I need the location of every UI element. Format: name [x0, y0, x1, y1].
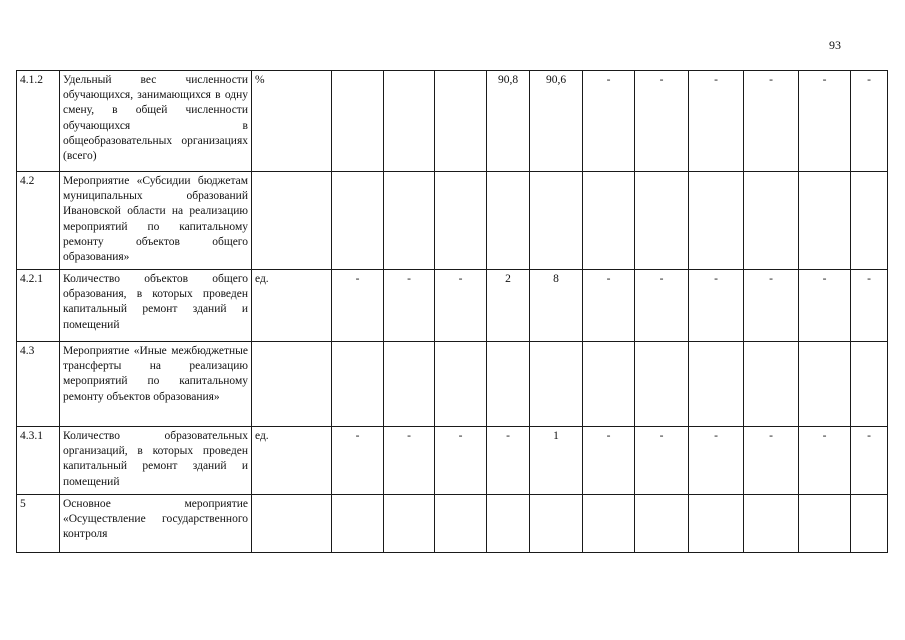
value-cell [384, 71, 435, 172]
table-row [17, 495, 888, 553]
row-number: 4.1.2 [17, 71, 60, 172]
value-cell [487, 495, 530, 553]
unit-cell: ед. [252, 427, 332, 495]
table-row [17, 270, 888, 342]
indicator-name: Удельный вес численности обучающихся, занимающихся в одну смену, в общей численности обучающихся в общеобразовательных организациях (всего) [60, 71, 252, 172]
table-row [17, 172, 888, 270]
value-cell: - [635, 427, 689, 495]
value-cell [689, 172, 744, 270]
table-row [17, 71, 888, 172]
value-cell: - [799, 270, 851, 342]
value-cell: - [583, 427, 635, 495]
value-cell: - [635, 71, 689, 172]
indicator-name: Мероприятие «Субсидии бюджетам муниципальных образований Ивановской области на реализацию мероприятий по капитальному ремонту объектов общего образования» [60, 172, 252, 270]
value-cell: - [435, 427, 487, 495]
value-cell [744, 342, 799, 427]
row-number: 5 [17, 495, 60, 553]
indicator-name: Количество образовательных организаций, в которых проведен капитальный ремонт зданий и помещений [60, 427, 252, 495]
value-cell: - [851, 270, 888, 342]
table-row [17, 427, 888, 495]
indicators-table [16, 70, 888, 553]
value-cell: - [744, 427, 799, 495]
value-cell [487, 172, 530, 270]
value-cell: - [689, 71, 744, 172]
value-cell [851, 495, 888, 553]
value-cell: 90,6 [530, 71, 583, 172]
value-cell: 2 [487, 270, 530, 342]
value-cell: - [332, 270, 384, 342]
value-cell [332, 172, 384, 270]
value-cell [799, 342, 851, 427]
indicator-name: Мероприятие «Иные межбюджетные трансферты на реализацию мероприятий по капитальному ремонту объектов образования» [60, 342, 252, 427]
indicator-name: Основное мероприятие «Осуществление государственного контроля [60, 495, 252, 553]
value-cell [583, 342, 635, 427]
value-cell: - [744, 71, 799, 172]
value-cell: - [744, 270, 799, 342]
value-cell [384, 495, 435, 553]
value-cell [332, 342, 384, 427]
value-cell [332, 71, 384, 172]
value-cell [799, 495, 851, 553]
value-cell [435, 71, 487, 172]
indicator-name: Количество объектов общего образования, в которых проведен капитальный ремонт зданий и помещений [60, 270, 252, 342]
value-cell: - [487, 427, 530, 495]
value-cell: - [583, 71, 635, 172]
table-row [17, 342, 888, 427]
unit-cell: ед. [252, 270, 332, 342]
row-number: 4.3 [17, 342, 60, 427]
value-cell: - [689, 427, 744, 495]
value-cell [435, 342, 487, 427]
value-cell [851, 342, 888, 427]
value-cell [635, 172, 689, 270]
unit-cell [252, 172, 332, 270]
row-number: 4.3.1 [17, 427, 60, 495]
value-cell: - [332, 427, 384, 495]
value-cell [635, 495, 689, 553]
value-cell [435, 495, 487, 553]
value-cell [384, 172, 435, 270]
value-cell: - [384, 270, 435, 342]
value-cell [332, 495, 384, 553]
unit-cell [252, 495, 332, 553]
value-cell: - [799, 427, 851, 495]
value-cell [799, 172, 851, 270]
value-cell [435, 172, 487, 270]
value-cell [744, 495, 799, 553]
value-cell [689, 342, 744, 427]
unit-cell [252, 342, 332, 427]
value-cell [744, 172, 799, 270]
value-cell: - [384, 427, 435, 495]
page-number: 93 [829, 38, 841, 52]
value-cell: - [851, 71, 888, 172]
value-cell [384, 342, 435, 427]
value-cell [851, 172, 888, 270]
value-cell: - [583, 270, 635, 342]
value-cell: - [799, 71, 851, 172]
value-cell: - [635, 270, 689, 342]
value-cell: 8 [530, 270, 583, 342]
value-cell [583, 495, 635, 553]
value-cell: - [435, 270, 487, 342]
value-cell [530, 342, 583, 427]
value-cell [689, 495, 744, 553]
value-cell: 90,8 [487, 71, 530, 172]
value-cell [635, 342, 689, 427]
value-cell: - [689, 270, 744, 342]
row-number: 4.2 [17, 172, 60, 270]
value-cell: 1 [530, 427, 583, 495]
unit-cell: % [252, 71, 332, 172]
value-cell [583, 172, 635, 270]
value-cell [530, 172, 583, 270]
value-cell: - [851, 427, 888, 495]
value-cell [530, 495, 583, 553]
row-number: 4.2.1 [17, 270, 60, 342]
value-cell [487, 342, 530, 427]
